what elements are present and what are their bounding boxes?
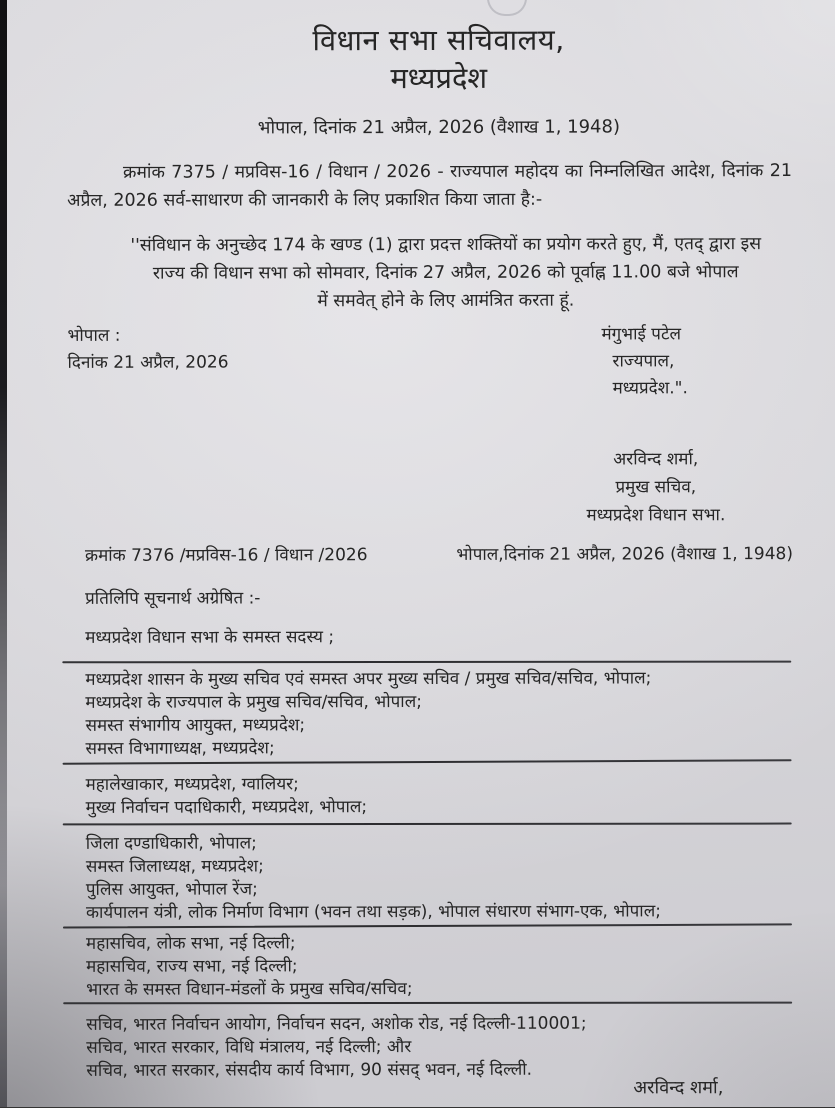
governor-title: राज्यपाल, <box>612 351 675 372</box>
governor-name: मंगुभाई पटेल <box>601 324 682 345</box>
recipient-line: समस्त संभागीय आयुक्त, मध्यप्रदेश; <box>85 715 306 736</box>
recipient-list <box>62 625 792 1083</box>
notification-paragraph: क्रमांक 7375 / मप्रविस-16 / विधान / 2026 - राज्यपाल महोदय का निम्नलिखित आदेश, दिनांक 21 अप्रैल, 2026 सर्व-साधारण की जानकारी के लिए प्रकाशित किया जाता है:- <box>67 161 793 211</box>
secretary-title: प्रमुख सचिव, <box>615 477 697 498</box>
recipient-line: सचिव, भारत निर्वाचन आयोग, निर्वाचन सदन, अशोक रोड, नई दिल्ली-110001; <box>86 1013 587 1035</box>
org-title: विधान सभा सचिवालय, <box>312 22 565 58</box>
separator-line <box>62 661 791 664</box>
recipient-line: मध्यप्रदेश के राज्यपाल के प्रमुख सचिव/सचिव, भोपाल; <box>85 691 422 713</box>
reference-dateline: भोपाल,दिनांक 21 अप्रैल, 2026 (वैशाख 1, 1948) <box>456 544 794 565</box>
recipient-line: मुख्य निर्वाचन पदाधिकारी, मध्यप्रदेश, भोपाल; <box>85 797 368 818</box>
separator-line <box>63 1002 792 1005</box>
governor-state: मध्यप्रदेश.". <box>612 378 688 399</box>
org-state: मध्यप्रदेश <box>390 60 488 96</box>
recipient-line: भारत के समस्त विधान-मंडलों के प्रमुख सचिव/सचिव; <box>86 979 413 1000</box>
governor-order-quote <box>99 230 792 316</box>
recipient-line: महासचिव, लोक सभा, नई दिल्ली; <box>85 933 296 954</box>
quote-line: में समवेत् होने के लिए आमंत्रित करता हूं. <box>317 290 575 312</box>
reference-number: क्रमांक 7376 /मप्रविस-16 / विधान /2026 <box>84 545 368 566</box>
reference-row <box>85 543 793 568</box>
recipient-group <box>63 1012 792 1083</box>
place-label: भोपाल : <box>67 325 121 346</box>
recipient-line: कार्यपालन यंत्री, लोक निर्माण विभाग (भवन तथा सड़क), भोपाल संधारण संभाग-एक, भोपाल; <box>85 901 661 923</box>
recipient-line: सचिव, भारत सरकार, विधि मंत्रालय, नई दिल्ली; और <box>86 1037 412 1058</box>
secretary-name: अरविन्द शर्मा, <box>613 449 699 470</box>
copy-forwarding-heading: प्रतिलिपि सूचनार्थ अग्रेषित :- <box>85 588 261 609</box>
recipient-line: महालेखाकार, मध्यप्रदेश, ग्वालियर; <box>85 774 299 795</box>
recipient-line: मध्यप्रदेश विधान सभा के समस्त सदस्य ; <box>85 627 335 648</box>
recipient-line: समस्त विभागाध्यक्ष, मध्यप्रदेश; <box>85 738 275 759</box>
governor-signature-block <box>601 321 688 402</box>
recipient-group <box>63 931 792 1002</box>
place-date-block <box>67 322 228 376</box>
secretary-signature-block <box>540 445 772 530</box>
footer-signatory: अरविन्द शर्मा, <box>633 1077 724 1099</box>
recipient-line: पुलिस आयुक्त, भोपाल रेंज; <box>85 879 258 900</box>
recipient-group <box>63 831 792 925</box>
secretary-org: मध्यप्रदेश विधान सभा. <box>586 505 726 526</box>
recipient-line: समस्त जिलाध्यक्ष, मध्यप्रदेश; <box>85 856 264 877</box>
quote-line: ''संविधान के अनुच्छेद 174 के खण्ड (1) द्वारा प्रदत्त शक्तियों का प्रयोग करते हुए, मैं, एतद् द्वारा इस <box>130 234 762 256</box>
separator-line <box>63 823 792 826</box>
document-dateline: भोपाल, दिनांक 21 अप्रैल, 2026 (वैशाख 1, 1948) <box>257 116 620 139</box>
recipient-line: मध्यप्रदेश शासन के मुख्य सचिव एवं समस्त अपर मुख्य सचिव / प्रमुख सचिव/सचिव, भोपाल; <box>85 668 652 690</box>
recipient-line: सचिव, भारत सरकार, संसदीय कार्य विभाग, 90 संसद् भवन, नई दिल्ली. <box>86 1059 533 1081</box>
recipient-line: जिला दण्डाधिकारी, भोपाल; <box>85 833 257 854</box>
quote-line: राज्य की विधान सभा को सोमवार, दिनांक 27 अप्रैल, 2026 को पूर्वाह्न 11.00 बजे भोपाल <box>152 262 739 284</box>
recipient-group <box>62 667 791 761</box>
date-label: दिनांक 21 अप्रैल, 2026 <box>67 352 229 373</box>
recipient-group <box>62 625 791 650</box>
recipient-group <box>63 772 792 820</box>
recipient-line: महासचिव, राज्य सभा, नई दिल्ली; <box>86 956 298 977</box>
